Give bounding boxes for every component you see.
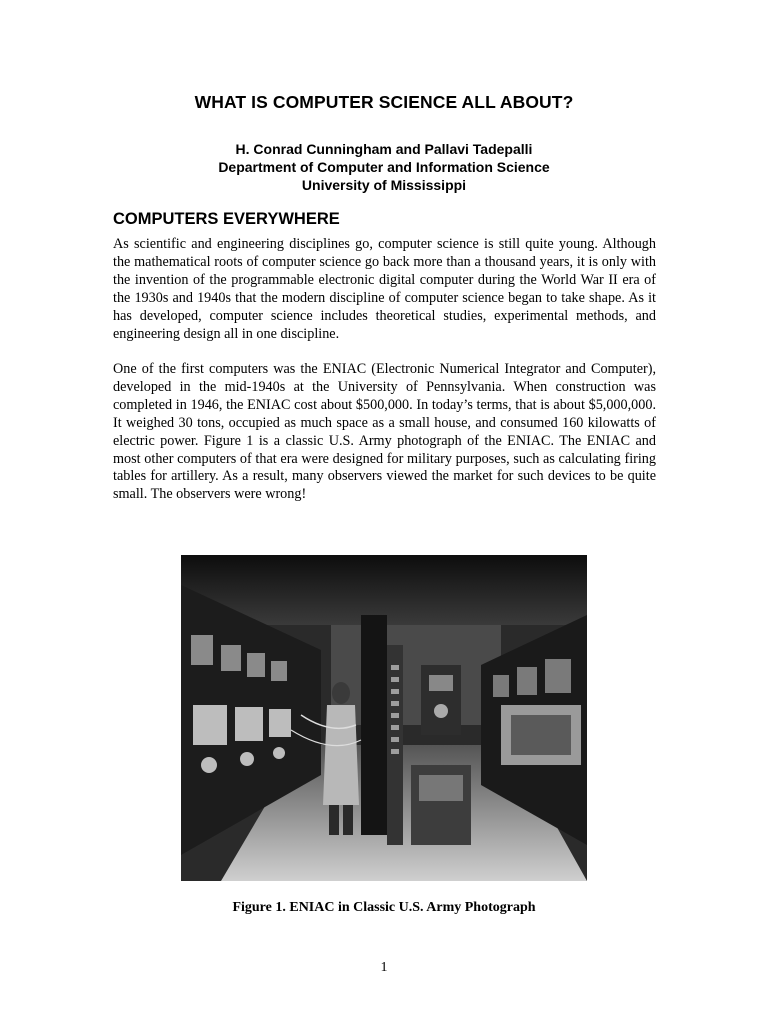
author-block <box>0 140 768 194</box>
author-names: H. Conrad Cunningham and Pallavi Tadepalli <box>235 141 533 157</box>
page-number: 1 <box>380 960 388 975</box>
author-department: Department of Computer and Information Science <box>218 159 550 175</box>
section-heading: COMPUTERS EVERYWHERE <box>113 210 340 228</box>
author-university: University of Mississippi <box>301 177 467 193</box>
paragraph-2: One of the first computers was the ENIAC (Electronic Numerical Integrator and Computer), developed in the mid-1940s at the University of Pennsylvania. When construction was completed in 1946, the ENIAC cost about $500,000. In today’s terms, that is about $5,000,000. It weighed 30 tons, occupied as much space as a small house, and consumed 160 kilowatts of electric power. Figure 1 is a classic U.S. Army photograph of the ENIAC. The ENIAC and most other computers of that era were designed for military purposes, such as calculating firing tables for artillery. As a result, many observers viewed the market for such devices to be quite small. The observers were wrong! <box>113 361 656 503</box>
paragraph-1: As scientific and engineering disciplines go, computer science is still quite young. Although the mathematical roots of computer science go back more than a thousand years, it is only with the invention of the programmable electronic digital computer during the World War II era of the 1930s and 1940s that the modern discipline of computer science began to take shape. As it has developed, computer science includes theoretical studies, experimental methods, and engineering design all in one discipline. <box>113 236 656 342</box>
figure-caption: Figure 1. ENIAC in Classic U.S. Army Photograph <box>232 900 536 915</box>
document-title: WHAT IS COMPUTER SCIENCE ALL ABOUT? <box>194 92 574 112</box>
eniac-photograph <box>181 555 587 881</box>
